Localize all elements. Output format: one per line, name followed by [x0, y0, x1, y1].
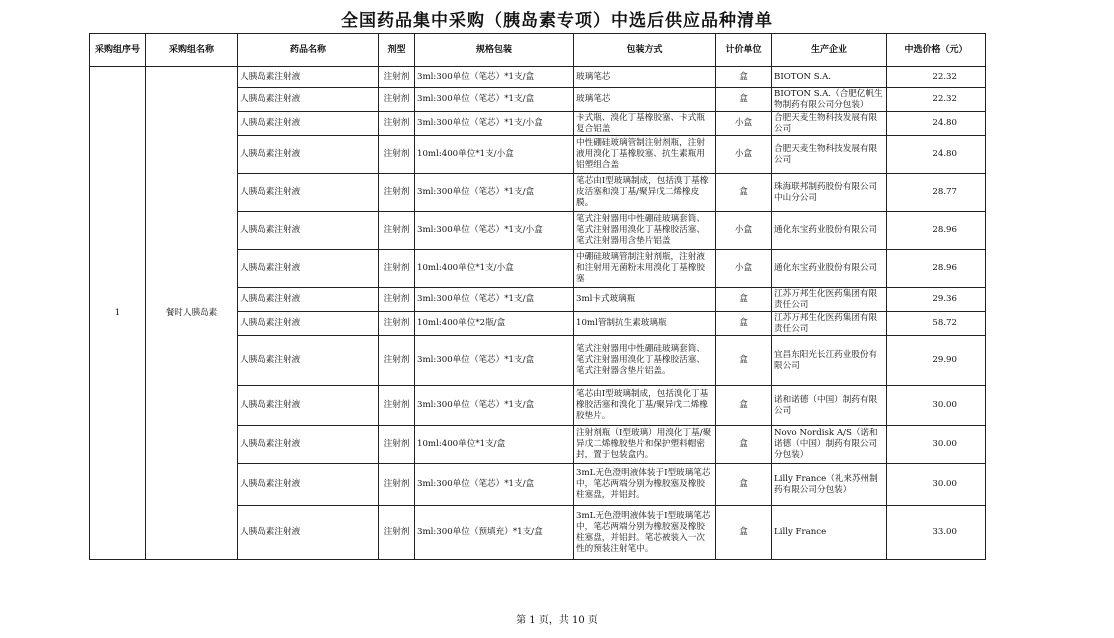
- header-group-name: 采购组名称: [146, 34, 238, 67]
- drug-name: 人胰岛素注射液: [238, 212, 379, 250]
- unit: 盒: [716, 174, 772, 212]
- price: 24.80: [887, 136, 986, 174]
- unit: 小盒: [716, 250, 772, 288]
- price: 24.80: [887, 112, 986, 136]
- dosage-form: 注射剂: [379, 426, 415, 464]
- header-price: 中选价格（元）: [887, 34, 986, 67]
- maker: 合肥天麦生物科技发展有限公司: [772, 136, 887, 174]
- maker: 江苏万邦生化医药集团有限责任公司: [772, 288, 887, 312]
- dosage-form: 注射剂: [379, 212, 415, 250]
- price: 58.72: [887, 312, 986, 336]
- pack: 笔式注射器用中性硼硅玻璃套筒、笔式注射器用溴化丁基橡胶活塞、笔式注射器用含垫片铝盖: [574, 212, 716, 250]
- dosage-form: 注射剂: [379, 386, 415, 426]
- maker: Lilly France（礼来苏州制药有限公司分包装）: [772, 464, 887, 506]
- header-row: [90, 34, 986, 67]
- maker: Novo Nordisk A/S（诺和诺德（中国）制药有限公司分包装）: [772, 426, 887, 464]
- maker: Lilly France: [772, 506, 887, 560]
- spec: 10ml:400单位*1支/盒: [415, 426, 574, 464]
- price: 29.90: [887, 336, 986, 386]
- pack: 3ml卡式玻璃瓶: [574, 288, 716, 312]
- unit: 盒: [716, 506, 772, 560]
- pack: 卡式瓶、溴化丁基橡胶塞、卡式瓶复合铝盖: [574, 112, 716, 136]
- price: 22.32: [887, 67, 986, 88]
- spec: 3ml:300单位（笔芯）*1支/盒: [415, 174, 574, 212]
- dosage-form: 注射剂: [379, 88, 415, 112]
- unit: 盒: [716, 88, 772, 112]
- dosage-form: 注射剂: [379, 174, 415, 212]
- price: 29.36: [887, 288, 986, 312]
- spec: 10ml:400单位*1支/小盒: [415, 136, 574, 174]
- drug-name: 人胰岛素注射液: [238, 506, 379, 560]
- price: 30.00: [887, 464, 986, 506]
- drug-name: 人胰岛素注射液: [238, 464, 379, 506]
- pack: 3mL无色澄明液体装于I型玻璃笔芯中，笔芯两端分别为橡胶塞及橡胶柱塞盘，并铝封。笔芯被装入一次性的预装注射笔中。: [574, 506, 716, 560]
- drug-name: 人胰岛素注射液: [238, 136, 379, 174]
- pack: 笔式注射器用中性硼硅玻璃套筒、笔式注射器用溴化丁基橡胶活塞、笔式注射器含垫片铝盖。: [574, 336, 716, 386]
- header-pack: 包装方式: [574, 34, 716, 67]
- price: 28.96: [887, 212, 986, 250]
- unit: 盒: [716, 386, 772, 426]
- dosage-form: 注射剂: [379, 250, 415, 288]
- header-spec: 规格包装: [415, 34, 574, 67]
- maker: 合肥天麦生物科技发展有限公司: [772, 112, 887, 136]
- unit: 盒: [716, 67, 772, 88]
- drug-name: 人胰岛素注射液: [238, 386, 379, 426]
- pack: 10ml管制抗生素玻璃瓶: [574, 312, 716, 336]
- pack: 注射剂瓶（I型玻璃）用溴化丁基/聚异戊二烯橡胶垫片和保护塑料帽密封，置于包装盒内。: [574, 426, 716, 464]
- document-title: 全国药品集中采购（胰岛素专项）中选后供应品种清单: [341, 11, 773, 31]
- maker: 宜昌东阳光长江药业股份有限公司: [772, 336, 887, 386]
- dosage-form: 注射剂: [379, 464, 415, 506]
- pack: 玻璃笔芯: [574, 67, 716, 88]
- pack: 玻璃笔芯: [574, 88, 716, 112]
- spec: 10ml:400单位*1支/小盒: [415, 250, 574, 288]
- unit: 盒: [716, 312, 772, 336]
- drug-name: 人胰岛素注射液: [238, 336, 379, 386]
- spec: 3ml:300单位（预填充）*1支/盒: [415, 506, 574, 560]
- spec: 3ml:300单位（笔芯）*1支/小盒: [415, 112, 574, 136]
- page-footer: 第 1 页，共 10 页: [516, 615, 598, 626]
- price: 28.77: [887, 174, 986, 212]
- price: 33.00: [887, 506, 986, 560]
- price: 28.96: [887, 250, 986, 288]
- maker: 通化东宝药业股份有限公司: [772, 212, 887, 250]
- dosage-form: 注射剂: [379, 67, 415, 88]
- unit: 小盒: [716, 136, 772, 174]
- drug-name: 人胰岛素注射液: [238, 250, 379, 288]
- header-dosage-form: 剂型: [379, 34, 415, 67]
- drug-name: 人胰岛素注射液: [238, 88, 379, 112]
- group-seq: 1: [90, 67, 146, 560]
- dosage-form: 注射剂: [379, 112, 415, 136]
- unit: 盒: [716, 426, 772, 464]
- unit: 盒: [716, 336, 772, 386]
- maker: BIOTON S.A.: [772, 67, 887, 88]
- pack: 中硼硅玻璃管制注射剂瓶，注射液和注射用无菌粉末用溴化丁基橡胶塞: [574, 250, 716, 288]
- unit: 盒: [716, 288, 772, 312]
- dosage-form: 注射剂: [379, 336, 415, 386]
- unit: 小盒: [716, 112, 772, 136]
- spec: 3ml:300单位（笔芯）*1支/盒: [415, 336, 574, 386]
- spec: 3ml:300单位（笔芯）*1支/盒: [415, 88, 574, 112]
- drug-name: 人胰岛素注射液: [238, 112, 379, 136]
- dosage-form: 注射剂: [379, 506, 415, 560]
- drug-name: 人胰岛素注射液: [238, 288, 379, 312]
- spec: 3ml:300单位（笔芯）*1支/盒: [415, 464, 574, 506]
- spec: 3ml:300单位（笔芯）*1支/盒: [415, 288, 574, 312]
- maker: 通化东宝药业股份有限公司: [772, 250, 887, 288]
- spec: 10ml:400单位*2瓶/盒: [415, 312, 574, 336]
- maker: 珠海联邦制药股份有限公司中山分公司: [772, 174, 887, 212]
- dosage-form: 注射剂: [379, 288, 415, 312]
- header-drug-name: 药品名称: [238, 34, 379, 67]
- unit: 小盒: [716, 212, 772, 250]
- table-row: [90, 67, 986, 88]
- drug-name: 人胰岛素注射液: [238, 174, 379, 212]
- header-group-seq: 采购组序号: [90, 34, 146, 67]
- maker: BIOTON S.A.（合肥亿帆生物制药有限公司分包装）: [772, 88, 887, 112]
- unit: 盒: [716, 464, 772, 506]
- maker: 江苏万邦生化医药集团有限责任公司: [772, 312, 887, 336]
- dosage-form: 注射剂: [379, 312, 415, 336]
- drug-name: 人胰岛素注射液: [238, 312, 379, 336]
- maker: 诺和诺德（中国）制药有限公司: [772, 386, 887, 426]
- pack: 中性硼硅玻璃管制注射剂瓶，注射液用溴化丁基橡胶塞、抗生素瓶用铝塑组合盖: [574, 136, 716, 174]
- supply-list-table: [89, 33, 986, 560]
- price: 30.00: [887, 426, 986, 464]
- spec: 3ml:300单位（笔芯）*1支/小盒: [415, 212, 574, 250]
- group-name: 餐时人胰岛素: [146, 67, 238, 560]
- header-maker: 生产企业: [772, 34, 887, 67]
- spec: 3ml:300单位（笔芯）*1支/盒: [415, 386, 574, 426]
- dosage-form: 注射剂: [379, 136, 415, 174]
- drug-name: 人胰岛素注射液: [238, 67, 379, 88]
- pack: 3mL无色澄明液体装于I型玻璃笔芯中，笔芯两端分别为橡胶塞及橡胶柱塞盘，并铝封。: [574, 464, 716, 506]
- price: 22.32: [887, 88, 986, 112]
- pack: 笔芯由I型玻璃制成，包括溴丁基橡皮活塞和溴丁基/聚异戊二烯橡皮膜。: [574, 174, 716, 212]
- drug-name: 人胰岛素注射液: [238, 426, 379, 464]
- price: 30.00: [887, 386, 986, 426]
- pack: 笔芯由I型玻璃制成，包括溴化丁基橡胶活塞和溴化丁基/聚异戊二烯橡胶垫片。: [574, 386, 716, 426]
- spec: 3ml:300单位（笔芯）*1支/盒: [415, 67, 574, 88]
- header-unit: 计价单位: [716, 34, 772, 67]
